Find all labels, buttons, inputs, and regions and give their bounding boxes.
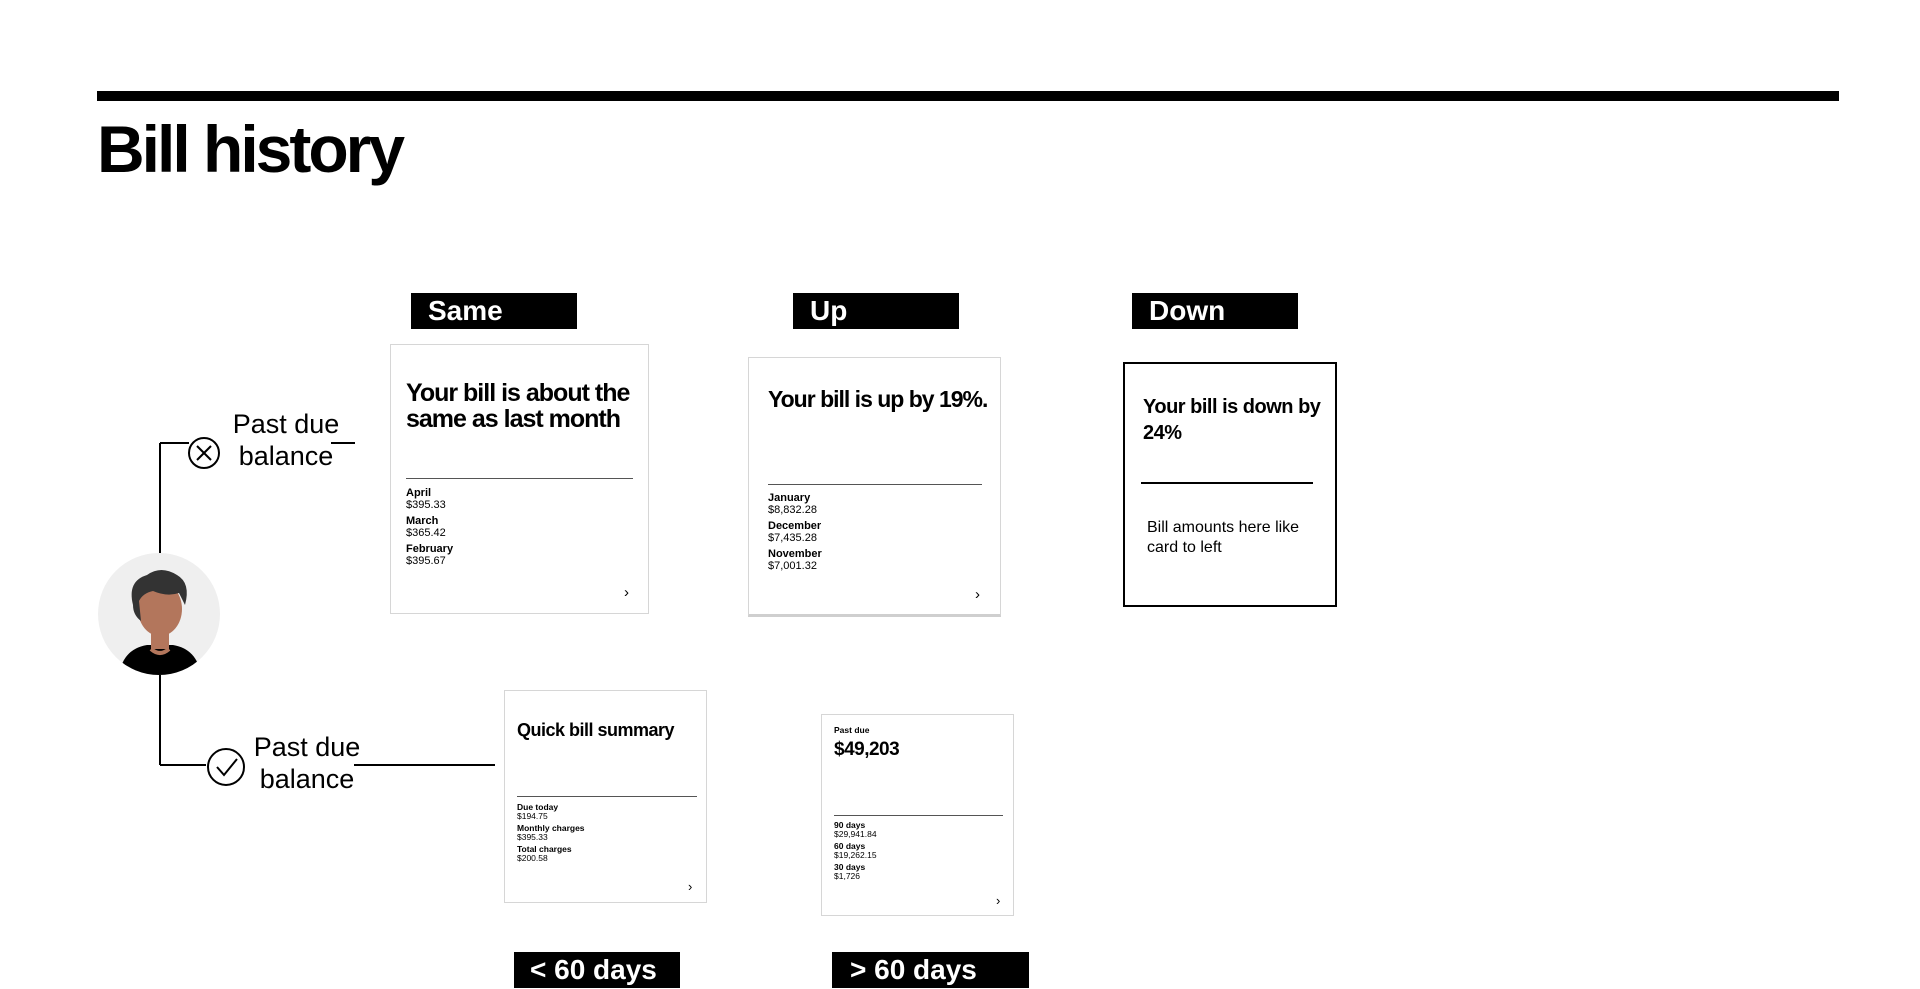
bill-item-list xyxy=(517,803,585,866)
page-title: Bill history xyxy=(97,112,403,186)
bill-item-value: $194.75 xyxy=(517,811,548,821)
bill-item-value: $29,941.84 xyxy=(834,829,877,839)
bill-item-label: 30 days xyxy=(834,862,866,872)
card-headline: Your bill is about the same as last month xyxy=(406,379,630,433)
card-headline: Your bill is down by 24% xyxy=(1143,396,1321,444)
bill-item-value: $365.42 xyxy=(406,527,446,539)
circle-check-icon xyxy=(208,749,244,785)
chevron-right-icon[interactable]: › xyxy=(975,586,980,603)
bill-item-label: 60 days xyxy=(834,841,866,851)
tag-over-60-days: > 60 days xyxy=(832,952,1029,988)
bill-item-value: $395.33 xyxy=(517,832,548,842)
bill-card-up[interactable] xyxy=(748,357,1001,617)
bill-item-value: $8,832.28 xyxy=(768,504,817,516)
bill-card-same[interactable] xyxy=(390,344,649,614)
bill-item-label: April xyxy=(406,487,432,499)
branch-label-line: Past due xyxy=(253,732,361,762)
bill-item-label: March xyxy=(406,515,439,527)
bill-item-list xyxy=(768,492,822,576)
bill-item-label: Total charges xyxy=(517,844,572,854)
bill-item-label: Monthly charges xyxy=(517,823,585,833)
bill-item-value: $19,262.15 xyxy=(834,850,877,860)
card-headline: Your bill is up by 19%. xyxy=(768,386,988,412)
bill-item-label: February xyxy=(406,543,454,555)
branch-label-no-past-due xyxy=(231,408,341,472)
card-divider xyxy=(834,815,1003,816)
chevron-right-icon[interactable]: › xyxy=(688,879,693,894)
bill-item-label: January xyxy=(768,492,811,504)
bill-item-label: Due today xyxy=(517,802,559,812)
card-divider xyxy=(768,484,982,485)
tag-under-60-days: < 60 days xyxy=(514,952,680,988)
bill-card-past-due[interactable] xyxy=(821,714,1014,916)
tag-down: Down xyxy=(1132,293,1298,329)
bill-item-label: December xyxy=(768,520,822,532)
past-due-amount: $49,203 xyxy=(834,739,900,760)
card-divider xyxy=(406,478,633,479)
bill-item-list xyxy=(834,821,877,884)
branch-label-line: balance xyxy=(238,441,334,471)
circle-x-icon xyxy=(189,438,219,468)
user-avatar-icon xyxy=(97,553,222,675)
card-headline: Quick bill summary xyxy=(517,720,675,740)
bill-item-value: $7,435.28 xyxy=(768,532,817,544)
bill-item-value: $200.58 xyxy=(517,853,548,863)
bill-item-label: 90 days xyxy=(834,820,866,830)
tag-same: Same xyxy=(411,293,577,329)
bill-item-value: $395.67 xyxy=(406,555,446,567)
bill-card-quick-summary[interactable] xyxy=(504,690,707,903)
chevron-right-icon[interactable]: › xyxy=(996,893,1001,908)
tag-up: Up xyxy=(793,293,959,329)
bill-item-value: $1,726 xyxy=(834,871,860,881)
branch-label-line: balance xyxy=(259,764,355,794)
card-divider xyxy=(517,796,697,797)
branch-label-past-due xyxy=(252,731,362,795)
bill-item-label: November xyxy=(768,548,822,560)
bill-card-down[interactable] xyxy=(1123,362,1337,607)
card-note: Bill amounts here like card to left xyxy=(1147,519,1300,556)
bill-item-value: $395.33 xyxy=(406,499,446,511)
past-due-label: Past due xyxy=(834,725,870,735)
chevron-right-icon[interactable]: › xyxy=(624,584,629,601)
bill-item-list xyxy=(406,487,453,571)
bill-item-value: $7,001.32 xyxy=(768,560,817,572)
branch-label-line: Past due xyxy=(232,409,340,439)
card-divider xyxy=(1141,482,1313,484)
